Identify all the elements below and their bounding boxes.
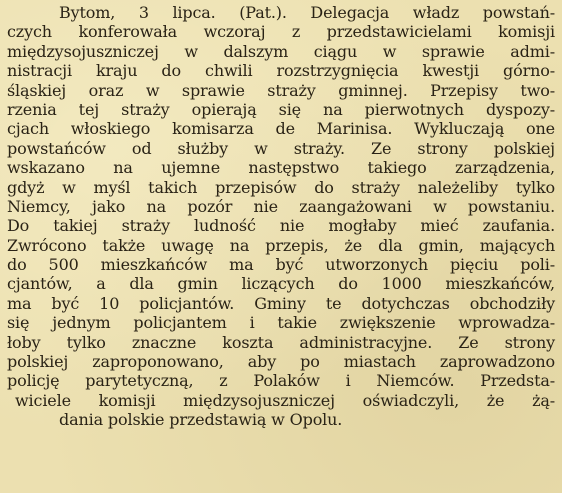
article-line: Do takiej straży ludność nie mogłaby mieć zaufania. bbox=[7, 216, 555, 236]
article-line: międzysojuszniczej w dalszym ciągu w sprawie admi- bbox=[7, 41, 555, 61]
article-line: polskiej zaproponowano, aby po miastach zaprowadzono bbox=[7, 352, 555, 372]
article-line: policję parytetyczną, z Polaków i Niemców. Przedsta- bbox=[7, 371, 555, 391]
article-line: łoby tylko znaczne koszta administracyjne. Ze strony bbox=[7, 332, 555, 352]
article-line: gdyż w myśl takich przepisów do straży należeliby tylko bbox=[7, 177, 555, 197]
article-line: Zwrócono także uwagę na przepis, że dla gmin, mających bbox=[7, 235, 555, 255]
article-line: wiciele komisji międzysojuszniczej oświadczyli, że żą- bbox=[15, 390, 555, 410]
article-line-dateline: Bytom, 3 lipca. (Pat.). Delegacja władz powstań- bbox=[59, 3, 555, 22]
article-line: się jednym policjantem i takie zwiększenie wprowadza- bbox=[7, 313, 555, 333]
article-line: do 500 mieszkańców ma być utworzonych pięciu poli- bbox=[7, 255, 555, 275]
article-line: czych konferowała wczoraj z przedstawicielami komisji bbox=[7, 22, 555, 42]
article-line: rzenia tej straży opierają się na pierwotnych dyspozy- bbox=[7, 99, 555, 119]
article-line: Niemcy, jako na pozór nie zaangażowani w powstaniu. bbox=[7, 196, 555, 216]
article-line: śląskiej oraz w sprawie straży gminnej. Przepisy two- bbox=[7, 80, 555, 100]
article-line: cjantów, a dla gmin liczących do 1000 mieszkańców, bbox=[7, 274, 555, 294]
article-line-final: dania polskie przedstawią w Opolu. bbox=[59, 410, 343, 430]
article-line: cjach włoskiego komisarza de Marinisa. Wykluczają one bbox=[7, 119, 555, 139]
article-body bbox=[7, 3, 555, 430]
article-line: nistracji kraju do chwili rozstrzygnięcia kwestji górno- bbox=[7, 61, 555, 81]
article-line: ma być 10 policjantów. Gminy te dotychczas obchodziły bbox=[7, 293, 555, 313]
article-line: wskazano na ujemne następstwo takiego zarządzenia, bbox=[7, 158, 555, 178]
article-line: powstańców od służby w straży. Ze strony polskiej bbox=[7, 138, 555, 158]
